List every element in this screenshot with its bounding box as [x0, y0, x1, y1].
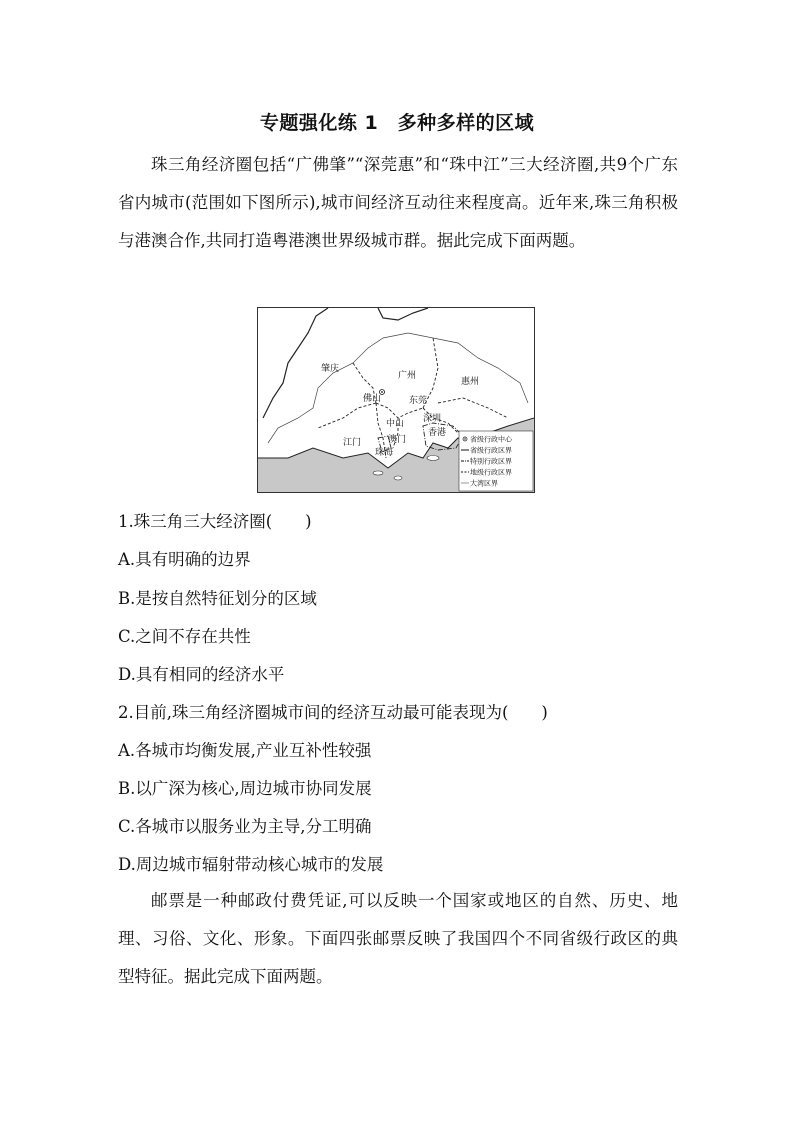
- provincial-boundary: [263, 308, 328, 418]
- legend-item-sar: 特别行政区界: [470, 457, 512, 466]
- city-label-guangzhou: 广州: [398, 371, 417, 381]
- city-label-huizhou: 惠州: [461, 377, 480, 387]
- legend-item-prefecture: 地级行政区界: [470, 468, 512, 477]
- city-label-hongkong: 香港: [428, 428, 447, 438]
- map-legend: [459, 431, 533, 491]
- prefecture-boundary: [438, 398, 508, 418]
- question-2-option-d: D.周边城市辐射带动核心城市的发展: [118, 855, 384, 874]
- island: [394, 476, 402, 480]
- question-1-option-c: C.之间不存在共性: [118, 627, 251, 646]
- island: [373, 471, 383, 475]
- prefecture-boundary: [318, 403, 376, 428]
- city-label-zhongshan: 中山: [386, 419, 405, 429]
- question-2-option-a: A.各城市均衡发展,产业互补性较强: [118, 741, 372, 760]
- city-label-dongguan: 东莞: [409, 396, 428, 406]
- question-1-stem: 1.珠三角三大经济圈( ): [118, 512, 312, 531]
- page-title: 专题强化练 1 多种多样的区域: [259, 112, 535, 134]
- city-label-foshan: 佛山: [363, 394, 382, 404]
- pearl-river-delta-map: [257, 307, 535, 493]
- question-2-stem: 2.目前,珠三角经济圈城市间的经济互动最可能表现为( ): [118, 703, 548, 722]
- question-1-option-a: A.具有明确的边界: [118, 550, 251, 569]
- legend-item-capital: 省级行政中心: [470, 435, 512, 444]
- legend-item-bay-area: 大湾区界: [470, 479, 498, 488]
- island: [427, 456, 439, 461]
- question-2-option-b: B.以广深为核心,周边城市协同发展: [118, 779, 372, 798]
- intro-paragraph-2: 邮票是一种邮政付费凭证,可以反映一个国家或地区的自然、历史、地理、习俗、文化、形象。下面四张邮票反映了我国四个不同省级行政区的典型特征。据此完成下面两题。: [118, 891, 678, 986]
- intro-paragraph-1: 珠三角经济圈包括“广佛肇”“深莞惠”和“珠中江”三大经济圈,共9个广东省内城市(范围如下图所示),城市间经济互动往来程度高。近年来,珠三角积极与港澳合作,共同打造粤港澳世界级城市群。据此完成下面两题。: [118, 155, 678, 250]
- legend-item-provincial: 省级行政区界: [470, 446, 512, 455]
- city-label-zhaoqing: 肇庆: [321, 364, 340, 374]
- city-label-zhuhai: 珠海: [375, 448, 394, 458]
- question-2-option-c: C.各城市以服务业为主导,分工明确: [118, 817, 372, 836]
- city-label-jiangmen: 江门: [343, 438, 362, 448]
- question-1-option-d: D.具有相同的经济水平: [118, 665, 285, 684]
- provincial-boundary: [378, 308, 428, 320]
- city-label-macau: 澳门: [388, 435, 407, 445]
- question-1-option-b: B.是按自然特征划分的区域: [118, 589, 317, 608]
- city-label-shenzhen: 深圳: [423, 414, 442, 424]
